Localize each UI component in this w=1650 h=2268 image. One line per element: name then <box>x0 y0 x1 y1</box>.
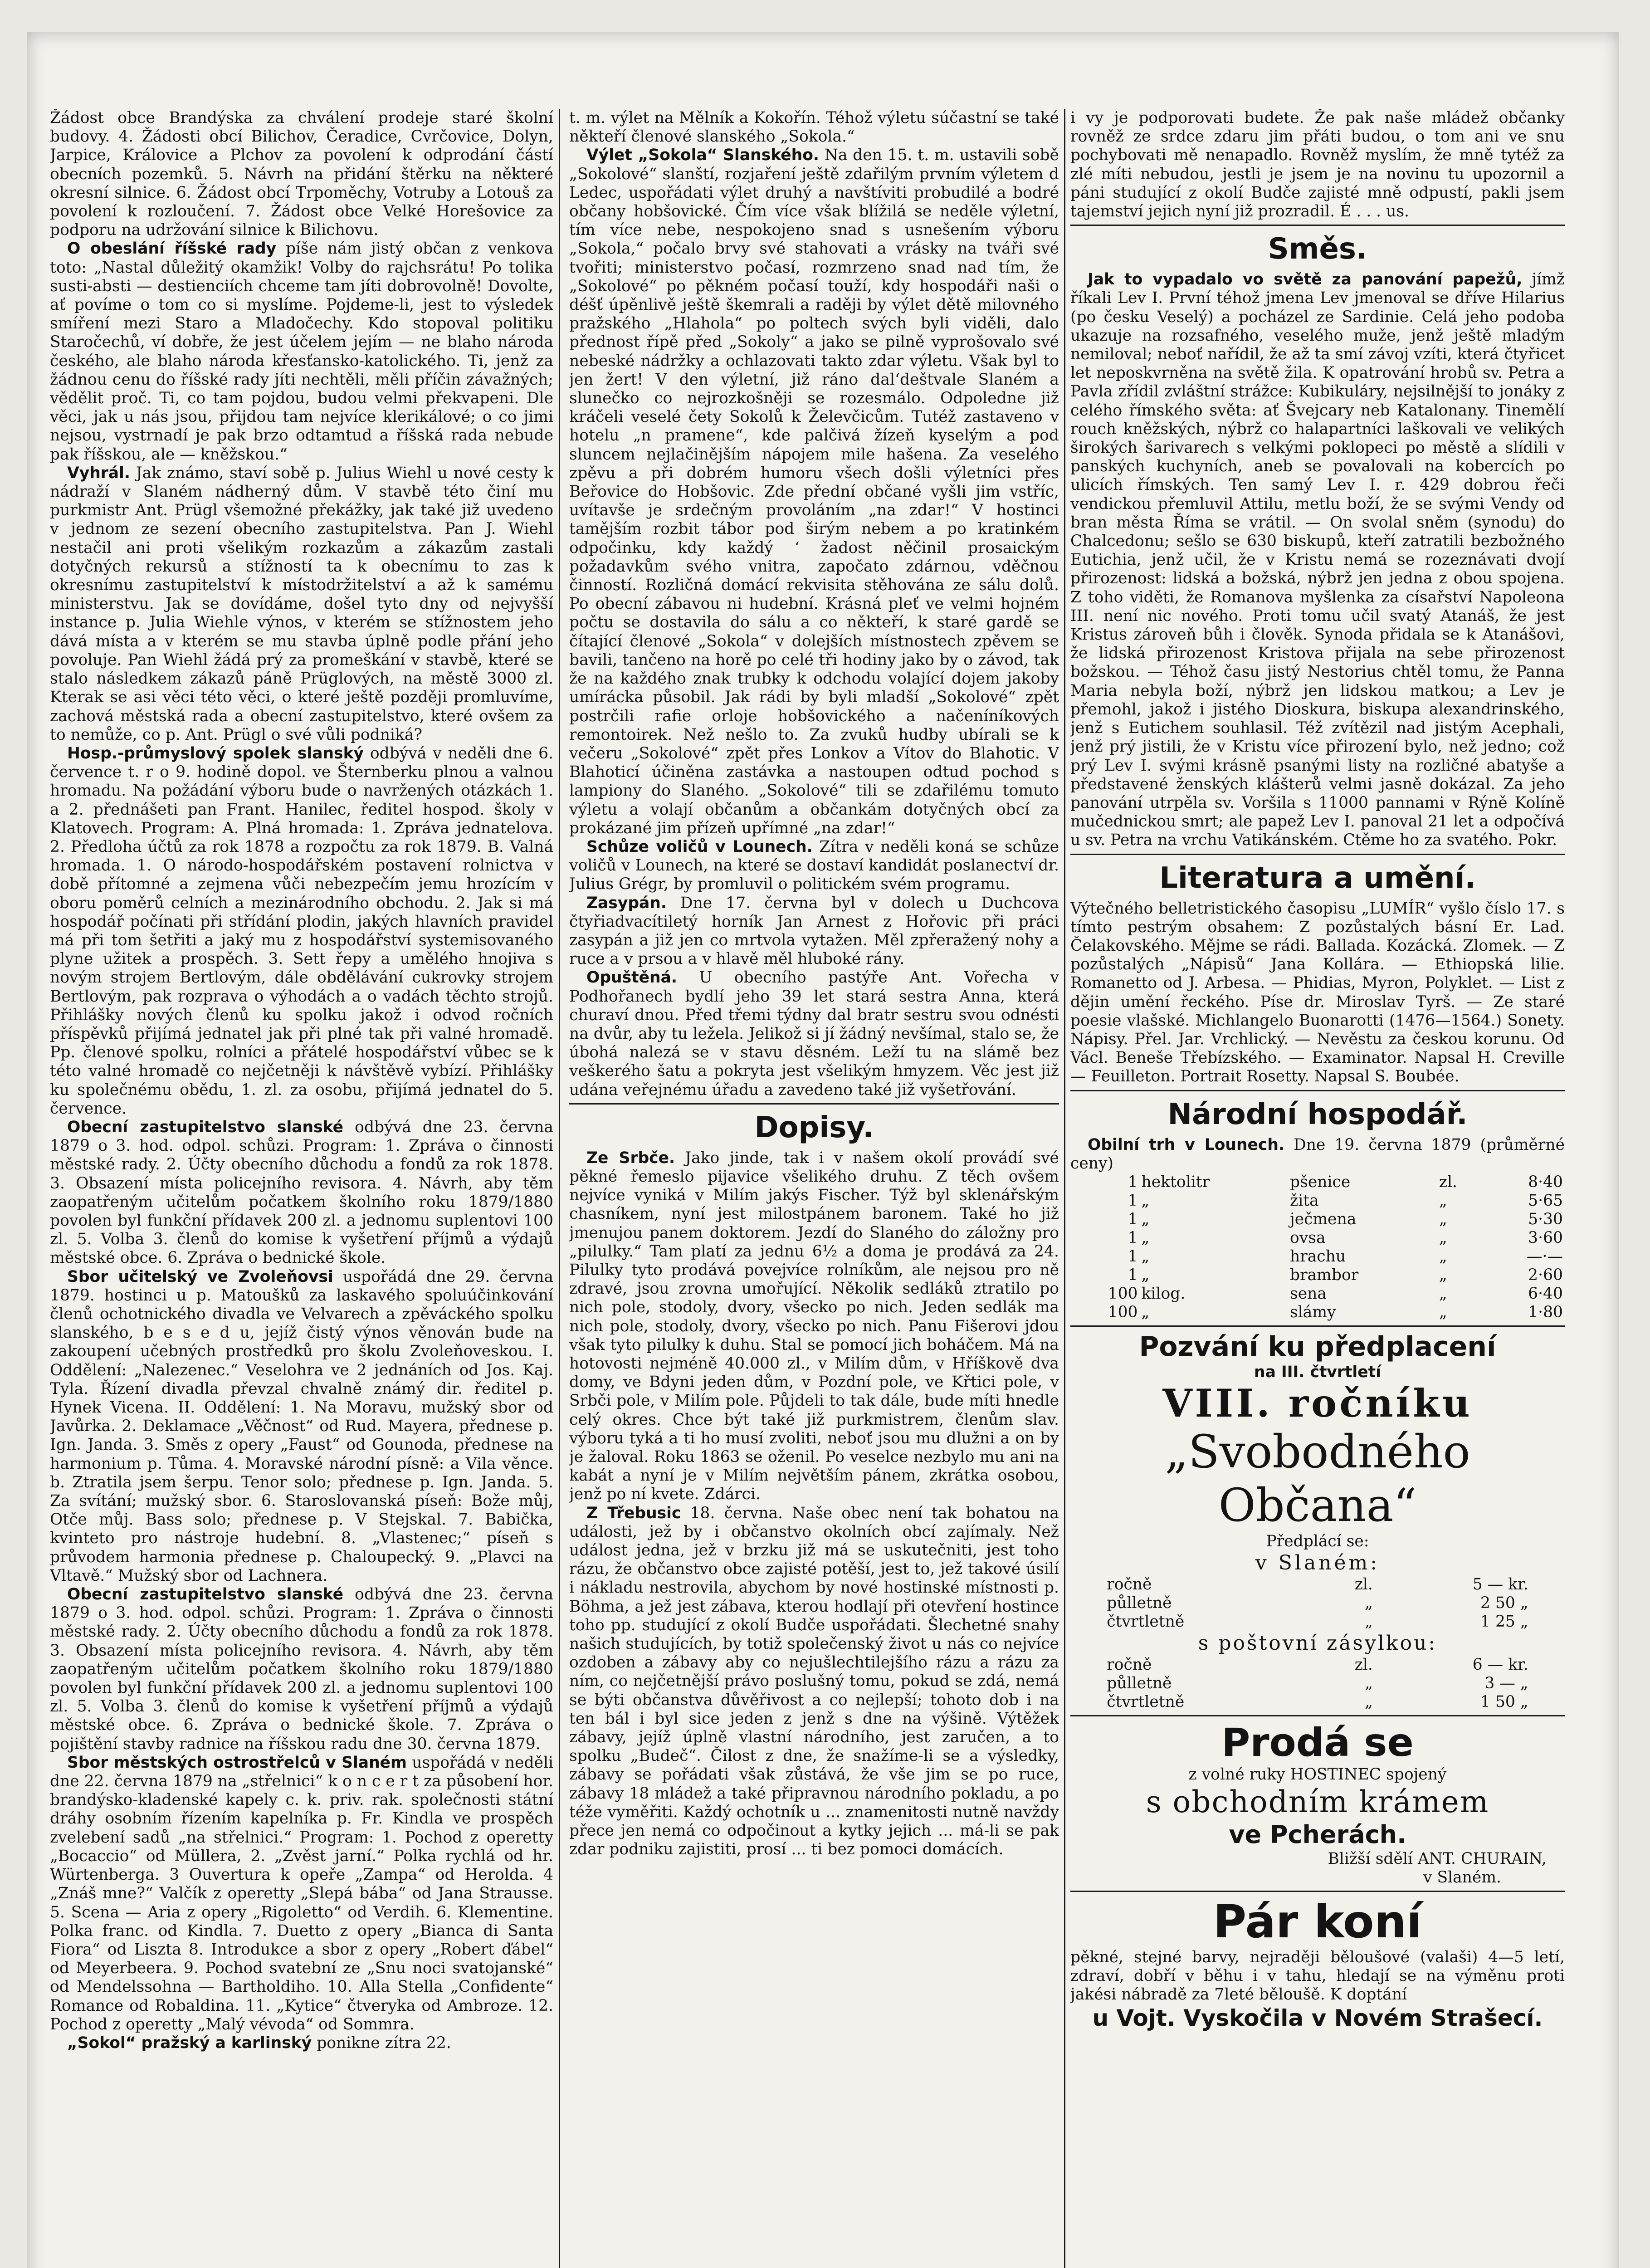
divider <box>1070 1325 1565 1327</box>
price-cell-cur: zl. <box>1354 1656 1373 1674</box>
article-headline: Schůze voličů v Lounech. <box>586 837 813 856</box>
article-paragraph <box>50 1585 553 1754</box>
market-cell-qty: 1 <box>1128 1191 1138 1210</box>
price-cell-cur: „ <box>1365 1594 1373 1613</box>
market-cell-unit: hektolitr <box>1141 1173 1210 1191</box>
ad-invite-title: Pozvání ku předplacení <box>1139 1330 1496 1363</box>
horses-title: Pár koní <box>1213 1895 1422 1948</box>
divider <box>1070 854 1565 855</box>
article-paragraph <box>50 109 553 240</box>
postal-price-table <box>1105 1656 1530 1711</box>
article-paragraph <box>50 1754 553 2034</box>
divider <box>569 1103 1059 1105</box>
section-heading: Směs. <box>1268 232 1367 266</box>
ad-invite-volume: VIII. ročníku <box>1162 1381 1473 1426</box>
price-cell-amount: 5 — kr. <box>1472 1575 1528 1594</box>
ad-newspaper-name: „Svobodného Občana“ <box>1165 1425 1470 1532</box>
article-body: Žádost obce Brandýska za chválení prodeje staré školní budovy. 4. Žádosti obcí Bilichov, Čeradice, Cvrčovice, Dolyn, Jarpice, Královice a Plchov za povolení k odprodání částí obecních pozemků. 5. Návrh na přidání štěrku na některé okresní silnice. 6. Žádost obcí Trpoměchy, Votruby a Lotouš za povolení k rozloučení. 7. Žádost obce Velké Horešovice za podporu na udržování silnice k Bilichovu. <box>50 109 553 240</box>
market-cell-name: ječmena <box>1290 1210 1357 1228</box>
market-row <box>1070 1173 1565 1192</box>
article-paragraph <box>50 1118 553 1268</box>
market-cell-price: 5·30 <box>1528 1210 1563 1228</box>
article-headline: „Sokol“ pražský a karlinský <box>67 2033 312 2052</box>
market-cell-name: sena <box>1290 1284 1327 1303</box>
market-cell-name: hrachu <box>1290 1247 1346 1266</box>
price-row <box>1105 1693 1530 1711</box>
market-cell-cur: zl. <box>1439 1173 1457 1191</box>
market-price-table <box>1070 1173 1565 1322</box>
article-body: odbývá dne 23. června 1879 o 3. hod. odpol. schůzi. Program: 1. Zpráva o činnosti městské rady. 2. Účty obecního důchodu a fondů za rok 1878. 3. Obsazení místa policejního revisora. 4. Návrh, aby těm zaopatřeným učitelům počatkem školního roku 1879/1880 povolen byl funkční přídavek 200 zl. a jednomu suplentovi 100 zl. 5. Volba 3. členů do komise k vyšetření příjmů a výdajů městské obce. 6. Zpráva o bednické škole. 7. Zpráva o pojištění stavby radnice na říšskou radu dne 30. června 1879. <box>50 1585 553 1753</box>
market-cell-price: —·— <box>1527 1247 1563 1266</box>
ad-postal-label: s poštovní zásylkou: <box>1198 1632 1437 1655</box>
local-price-table <box>1105 1575 1530 1631</box>
divider <box>1070 225 1565 226</box>
article-body: i vy je podporovati budete. Že pak naše mládež občanky rovněž ze srdce zdaru jim přáti budou, o tom ani ve snu pochybovati mě nenapadlo. Rovněž myslím, že mně tytéž za zlé míti nebudou, jestli je jsem je na novinu tu upozornil a páni studující z okolí Budče zajisté mně odpustí, pakli jsem tajemství jejich nyní již prozradil. É . . . us. <box>1070 109 1565 221</box>
article-body: uspořádá v neděli dne 22. června 1879 na „střelnici“ k o n c e r t za působení hor. brandýsko-kladenské kapely c. k. priv. rak. společnosti státní dráhy osobním řízením kapelníka p. Fr. Kindla ve prospěch zvelebení sadů „na střelnici.“ Program: 1. Pochod z operetty „Bocaccio“ od Müllera, 2. „Zvěst jarní.“ Polka rychlá od hr. Würtenberga. 3 Ouvertura k opeře „Zampa“ od Herolda. 4 „Znáš mne?“ Valčík z operetty „Slepá bába“ od Jana Strausse. 5. Scena — Aria z opery „Rigoletto“ od Verdih. 6. Klementine. Polka franc. od Kindla. 7. Duetto z opery „Bianca di Santa Fiora“ od Liszta 8. Introdukce a sbor z opery „Robert ďábel“ od Meyerbeera. 9. Pochod svatební ze „Snu noci svatojanské“ od Mendelssohna — Bartholdiho. 10. Alla Stella „Confidente“ Romance od Robaldina. 11. „Kytice“ čtveryka od Ambroze. 12. Pochod z operetty „Malý vévoda“ od Sommra. <box>50 1753 553 2033</box>
ad-invite-quarter: na III. čtvrtletí <box>1254 1363 1381 1381</box>
article-paragraph <box>569 838 1059 894</box>
sale-line-1: z volné ruky HOSTINEC spojený <box>1188 1765 1447 1784</box>
article-paragraph <box>569 146 1059 838</box>
price-cell-label: ročně <box>1107 1656 1152 1674</box>
section-heading: Dopisy. <box>754 1110 874 1144</box>
horses-contact: u Vojt. Vyskočila v Novém Strašecí. <box>1092 2004 1543 2031</box>
article-body: Výtečného belletristického časopisu „LUMÍR“ vyšlo číslo 17. s tímto pestrým obsahem: Z pozůstalých básní Er. Lad. Čelakovského. Mějme se rádi. Ballada. Kozácká. Zlomek. — Z pozůstalých „Nápisů“ Jana Kollára. — Ethiopská lilie. Romanetto od J. Arbesa. — Phidias, Myron, Polyklet. — List z dějin umění řeckého. Píse dr. Miroslav Tyrš. — Ze staré poesie vlašské. Michlangelo Buonarotti (1476—1564.) Sonety. Nápisy. Přel. Jar. Vrchlický. — Nevěstu za českou korunu. Od Václ. Beneše Třebízského. — Examinator. Napsal H. Creville — Feuilleton. Portrait Rosetty. Napsal S. Boubée. <box>1070 899 1565 1086</box>
market-cell-cur: „ <box>1439 1247 1447 1266</box>
sale-contact-city: v Slaném. <box>1423 1868 1501 1887</box>
market-cell-qty: 1 <box>1128 1228 1138 1247</box>
article-paragraph <box>569 1504 1059 1859</box>
article-body: odbývá dne 23. června 1879 o 3. hod. odpol. schůzi. Program: 1. Zpráva o činnosti městské rady. 2. Účty obecního důchodu a fondů za rok 1878. 3. Obsazení místa policejního revisora. 4. Návrh, aby těm zaopatřeným učitelům počatkem školního roku 1879/1880 povolen byl funkční přídavek 200 zl. a jednomu suplentovi 100 zl. 5. Volba 3. členů do komise k vyšetření příjmů a výdajů městské obce. 6. Zpráva o bednické škole. <box>50 1118 553 1267</box>
market-cell-qty: 1 <box>1128 1210 1138 1228</box>
price-row <box>1105 1613 1530 1631</box>
price-row <box>1105 1674 1530 1693</box>
market-cell-qty: 1 <box>1128 1247 1138 1266</box>
market-cell-unit: „ <box>1141 1303 1150 1321</box>
article-headline: Výlet „Sokola“ Slanského. <box>586 146 820 165</box>
market-row <box>1070 1229 1565 1247</box>
article-headline: O obeslání říšské rady <box>67 240 277 258</box>
market-row <box>1070 1247 1565 1266</box>
price-row <box>1105 1656 1530 1674</box>
article-body: 18. června. Naše obec není tak bohatou na události, jež by i občanstvo okolních obcí zajímaly. Než událost jedna, jež v brzku již má se uskutečniti, jest toho rázu, že občanstvo obce zajisté potěší, jest to, jež takové úsilí i nákladu nestrovila, abychom by nové hostinské místnosti p. Böhma, a jež jest zábava, kterou hodlají při otevření hostince toho pp. studující z okolí Budče uspořádati. Šlechetné snahy našich studujících, by totiž společenský život u nás co nejvíce ozdoben a zábavy aby co nejušlechtilejšího rázu a rázu za ním, co nejčetnější právo poslušný tomu, pokud se zdá, nemá se býti občanstva důvěřivost a co nejlepší; tohoto dob i na ten bál i byl sice jeden z jenž s dne na výšině. Výtěžek zábavy, jejíž úplně vlastní národního, jest zaručen, a to spolku „Budeč“. Čilost z dne, že snažíme-li se a výsledky, zábavy se pořádati však zůstává, že vše jim se po ruce, zábavy 18 mládež a také připravnou národního pokladu, a po téže vyměřiti. Každý ochotník u ... znamenitosti nutně navždy přece jen nemá co odpočinout a kytky jejich ... má-li se pak zdar podniku zajistiti, prosí ... ti bez pomoci domácích. <box>569 1504 1059 1859</box>
price-cell-amount: 6 — kr. <box>1472 1656 1528 1674</box>
sale-ad <box>1070 1720 1565 1887</box>
article-body: píše nám jistý občan z venkova toto: „Nastal důležitý okamžik! Volby do rajchsrátu! Po tolika susti-absti — destienciích chceme tam jíti dobrovolně! Dovolte, ať povíme o tom co si myslíme. Pojdeme-li, jest to výsledek smíření mezi Staro a Mladočechy. Kdo stopoval politiku Staročechů, ví dobře, že jest účelem jejím — ne blaho národa českého, ale blaho národa křesťansko-katolického. Ti, jenž za žádnou cenu do říšské rady jíti nechtěli, měli příčin závažných; vědělit proč. Ti, co tam pojdou, budou velmi překvapeni. Dle věci, jak u nás jsou, přijdou tam nejvíce klerikálové; o co jimi nejsou, vystrnadí je pak brzo odtamtud a říšská rada nebude pak říšskou, ale — kněžskou.“ <box>50 240 553 464</box>
price-cell-cur: zl. <box>1354 1575 1373 1594</box>
article-headline: Jak to vypadalo vo světě za panování papežů, <box>1088 270 1523 289</box>
article-paragraph <box>569 968 1059 1099</box>
market-cell-unit: „ <box>1141 1228 1150 1247</box>
article-paragraph <box>569 109 1059 146</box>
article-paragraph <box>50 744 553 1118</box>
ad-local-label: v Slaném: <box>1255 1551 1380 1575</box>
market-cell-unit: „ <box>1141 1266 1150 1284</box>
price-cell-label: půlletně <box>1107 1674 1172 1693</box>
article-paragraph <box>50 464 553 744</box>
market-cell-price: 1·80 <box>1528 1303 1563 1321</box>
article-paragraph <box>1070 270 1565 850</box>
market-cell-price: 3·60 <box>1528 1228 1563 1247</box>
sale-line-3: ve Pcherách. <box>1229 1820 1406 1849</box>
article-headline: Sbor učitelský ve Zvoleňovsi <box>67 1267 333 1286</box>
market-cell-cur: „ <box>1439 1284 1447 1303</box>
article-headline: Hosp.-průmyslový spolek slanský <box>67 744 364 763</box>
column-2 <box>569 109 1059 2268</box>
article-paragraph <box>569 894 1059 969</box>
article-body: Jako jinde, tak i v našem okolí provádí své pěkné řemeslo pijavice všelikého druhu. Z těch ovšem nejvíce vyniká v Milím jakýs Fischer. Týž byl sklenářským chasníkem, nyní jest milostpánem baronem. Také ho již jmenujou panem doktorem. Jezdí do Slaného do záložny pro „pilulky.“ Tam platí za jednu 6½ a doma je prodává za 24. Pilulky tyto prodává povejvíce rolníkům, ale nejsou pro ně zdravé, jsou zrovna umořující. Několik sedláků ztratilo po nich pole, stodoly, dvory, všecko po nich. Jeden sedlák ma nich pole, stodoly, dvory, všecko po nich. Panu Fišerovi jdou však tyto pilulky k duhu. Stal se pomocí jich boháčem. Má na hotovosti nejméně 40.000 zl., v Milím dům, v Hříškově dva domy, ve Bdyni jeden dům, v Pozdní pole, ve Křtici pole, v Srbči pole, v Milím pole. Půjdeli to tak dále, bude míti hnedle celý okres. Chce být také již purkmistrem, členům slav. výboru tyká a ti ho musí zvoliti, neboť jsou mu dlužni a on by je žaloval. Roku 1863 se oženil. Po veselce nezbylo mu ani na kabát a nyní je v Milím největším pánem, zkrátka osobou, jenž po ní kvete. Zdárci. <box>569 1149 1059 1504</box>
divider <box>1070 1891 1565 1892</box>
market-cell-name: pšenice <box>1290 1173 1351 1191</box>
price-cell-amount: 1 50 „ <box>1480 1693 1528 1711</box>
article-paragraph <box>1070 899 1565 1086</box>
horses-ad <box>1070 1896 1565 2032</box>
market-cell-qty: 1 <box>1128 1266 1138 1284</box>
section-heading: Národní hospodář. <box>1167 1097 1468 1131</box>
market-cell-price: 8·40 <box>1528 1173 1563 1191</box>
market-cell-cur: „ <box>1439 1191 1447 1210</box>
market-cell-name: ovsa <box>1290 1228 1326 1247</box>
column-3 <box>1070 109 1565 2268</box>
newspaper-page <box>27 32 1619 2268</box>
market-row <box>1070 1266 1565 1285</box>
section-heading: Literatura a umění. <box>1159 861 1476 895</box>
article-paragraph <box>50 2034 553 2053</box>
price-row <box>1105 1575 1530 1594</box>
article-headline: Obecní zastupitelstvo slanské <box>67 1585 344 1604</box>
price-cell-label: ročně <box>1107 1575 1152 1594</box>
article-body: Dne 19. června 1879 (průměrné ceny) <box>1070 1135 1565 1173</box>
price-cell-amount: 3 — „ <box>1484 1674 1528 1693</box>
market-cell-name: žita <box>1290 1191 1319 1210</box>
article-paragraph <box>569 1149 1059 1504</box>
market-cell-unit: „ <box>1141 1191 1150 1210</box>
article-body: Dne 17. června byl v dolech u Duchcova čtyřiadvacítiletý horník Jan Arnest z Hořovic při práci zasypán a již jen co mrtvola vytažen. Měl zpřeražený nohy a ruce a v prsou a v hlavě měl hluboké rány. <box>569 894 1059 968</box>
article-body: Jak známo, staví sobě p. Julius Wiehl u nové cesty k nádraží v Slaném nádherný dům. V stavbě této činí mu purkmistr Ant. Prügl všemožné překážky, jak také již uvedeno v jednom ze sezení obecního zastupitelstva. Pan J. Wiehl nestačil ani proti všelikým rozkazům a zákazům zastali dotyčných rekursů a stížností ta k obecnímu to zas k okresnímu zastupitelství k místodržitelství a až k samému ministerstvu. Jak se dovídáme, došel tyto dny od nejvyšší instance p. Julia Wiehle výnos, v kterém se stížnostem jeho dává místa a v kterém se mu stavba úplně podle přání jeho povoluje. Pan Wiehl žádá prý za promeškání v stavbě, které se stalo následkem zákazů páně Prüglových, na městě 3000 zl. Kterak se asi věci této věci, o které ještě později promluvíme, zachová městská rada a obecní zastupitelstvo, které ovšem za to nemůže, co p. Ant. Prügl o své vůli podniká? <box>50 464 553 744</box>
article-body: jímž říkali Lev I. První téhož jmena Lev jmenoval se dříve Hilarius (po česku Veselý) a pocházel ze Sardinie. Celá jeho podoba ukazuje na rozsafného, veselého muže, jenž ještě mladým nemiloval; neboť nařídil, že až ta smí závoj vzíti, která čtyřicet let neposkvrněna na světě žila. K opatrování hrobů sv. Petra a Pavla zřídil zvláštní strážce: Kubikuláry, nejsilnější to jonáky z celého římského světa: ať Švejcary neb Katalonany. Tinemělí rouch kněžských, nýbrž co halapartníci laškovali ve velikých širokých šarivarech s velkými poklopeci po městě a slídili v panských kuchyních, aneb se povalovali na kobercích po ulicích římských. Ten samý Lev I. r. 429 dobrou řeči vendickou přemluvil Attilu, metlu boží, že se svými Vendy od bran města Říma se vrátil. — On svolal sněm (synodu) do Chalcedonu; sešlo se 630 biskupů, kteří zatratili bezbožného Eutichia, jenž učil, že v Kristu nemá se rozeznávati dvojí přirozenost: lidská a božská, nýbrž jen jedna z obou spojena. Z toho viděti, že Romanova myšlenka za císařství Napoleona III. není nic nového. Proti tomu učil svatý Atanáš, že jest Kristus zároveň bůh i člověk. Synoda přidala se k Atanášovi, že lidská přirozenost Kristova přijala na sebe přirozenost božskou. — Téhož času jistý Nestorius chtěl tomu, že Panna Maria nebyla boží, nýbrž jen lidskou matkou; a Lev je přemohl, jakož i jistého Dioskura, biskupa alexandrinského, jenž s Eutichem souhlasil. Též zvítězil nad jistým Acephali, jenž prý jistili, že v Kristu více přirození bylo, než jedno; což prý Lev I. svými krásně psanými listy na rozličné abatyše a představené ženských klášterů velmi jasně dokázal. Za jeho panování utrpěla sv. Voršila s 11000 pannami v Rýně Kolíně mučednickou smrt; ale papež Lev I. panoval 21 let a odpočívá u sv. Petra na vrchu Vatikánském. Ctěme ho za svatého. Pokr. <box>1070 270 1565 850</box>
market-cell-price: 6·40 <box>1528 1284 1563 1303</box>
sale-contact: Bližší sdělí ANT. CHURAIN, <box>1328 1849 1547 1868</box>
column-rule <box>559 109 560 2268</box>
market-cell-unit: kilog. <box>1141 1284 1186 1303</box>
market-cell-qty: 100 <box>1108 1284 1138 1303</box>
article-body: Na den 15. t. m. ustavili sobě „Sokolové“ slanští, rozjaření ještě zdařilým prvním výletem d Ledec, uspořádati výlet druhý a navštíviti probudilé a bodré občany hobšovické. Čím více však blížilá se neděle výletní, tím více nebe, nespokojeno snad s usnešením výboru „Sokola,“ počalo brvy své stahovati a vrásky na tváři své tvořiti; ministerstvo počasí, rozmrzeno snad nad tím, že „Sokolové“ po pěkném počasí touží, kdy hospodáři naši o déšť úpěnlivě ještě škemrali a raději by výlet dětě milovného pražského „Hlahola“ po poltech svých byli viděli, dalo přednost řípě před „Sokoly“ a jako se pilně vyprošovalo své nebeské nádržky a ochlazovati takto zdar výletu. Však byl to jen žert! V den výletní, již ráno dal‘deštvale Slaném a slunečko co nejrozkošněji se rozesmálo. Odpoledne již kráčeli veselé čety Sokolů k Želevčicům. Tutéž zastaveno v hotelu „n pramene“, kde palčivá žízeň kyselým a pod sluncem nejlačinějším nápojem mile hašena. Za veselého zpěvu a při dobrém humoru všech došli výletníci přes Beřovice do Hobšovic. Zde přední občané vyšli jim vstříc, uvítavše je srdečným provoláním „na zdar!“ V hostinci tamějším rozbit tábor pod širým nebem a po kratinkém odpočinku, kdy každý ‘ žadost něčinil prosaickým požadavkům svého vnitra, započato zdárnou, vděčnou činností. Rozličná domácí rekvisita stěhována ze sálu dolů. Po obecní zábavou ni hudební. Krásná pleť ve velmi hojném počtu se dostavila do sálu a co někteří, k staré gardě se čítající členové „Sokola“ v dolejších místnostech zpěvem se bavili, tančeno na horě po celé tři hodiny jako by o závod, tak že na každého znak trubky k odchodu volající dojem jakoby umírácka působil. Jak rádi by byli mladší „Sokolové“ zpět postrčili rafie orloje hobšovického a načeníníkových remontoirek. Než nešlo to. Za zvuků hudby ubírali se k večeru „Sokolové“ zpět přes Lonkov a Vítov do Blahotic. V Blahoticí účiněna zastávka a nastoupen odtud pochod s lampiony do Slaného. „Sokolové“ tili se zdařilému tomuto výletu a volají občanům a občankám dotyčných obcí za prokázané jim přízeň upřímné „na zdar!“ <box>569 146 1059 837</box>
divider <box>1070 1090 1565 1091</box>
price-row <box>1105 1594 1530 1613</box>
article-paragraph <box>1070 109 1565 221</box>
horses-text: pěkné, stejné barvy, nejraději běloušové (valaši) 4—5 letí, zdraví, dobří v běhu i v tahu, hledají se na výměnu proti jakési nábradě za 7leté běloušě. K doptání <box>1070 1948 1565 2004</box>
column-1 <box>50 109 553 2268</box>
article-paragraph <box>50 240 553 464</box>
article-headline: Vyhrál. <box>67 464 130 482</box>
market-cell-name: slámy <box>1290 1303 1336 1321</box>
market-cell-name: brambor <box>1290 1266 1359 1284</box>
market-cell-price: 5·65 <box>1528 1191 1563 1210</box>
article-body: t. m. výlet na Mělník a Kokořín. Téhož výletu súčastní se také někteří členové slanského „Sokola.“ <box>569 109 1059 146</box>
article-headline: Z Třebusic <box>586 1504 681 1522</box>
ad-subscribe-label: Předplácí se: <box>1266 1532 1369 1551</box>
market-cell-cur: „ <box>1439 1228 1447 1247</box>
sale-title: Prodá se <box>1221 1720 1414 1766</box>
article-headline: Zasypán. <box>586 894 667 912</box>
column-rule <box>1064 109 1065 2268</box>
article-body: uspořádá dne 29. června 1879. hostinci u p. Matoušků za laskavého spoluúčinkování členů ochotnického divadla ve Velvarech a zpěváckého spolku slanského, b e s e d u, jejíž čistý výnos věnován bude na zakoupení učebných prostředků pro školu Zvoleňoveskou. I. Oddělení: „Nalezenec.“ Veselohra ve 2 jednáních od Jos. Kaj. Tyla. Řízení divadla převzal chvalně známý dir. ředitel p. Hynek Vicena. II. Oddělení: 1. Na Moravu, mužský sbor od Javůrka. 2. Deklamace „Věčnost“ od Rud. Mayera, přednese p. Ign. Janda. 3. Směs z opery „Faust“ od Gounoda, přednese na harmonium p. Tůma. 4. Moravské národní písně: a Vila věnce. b. Ztratila jsem šerpu. Tenor solo; přednese p. Ign. Janda. 5. Za svítání; mužský sbor. 6. Staroslovanská píseň: Bože můj, Otče můj. Bass solo; přednese p. V Stejskal. 7. Babička, kvinteto pro nástroje hudební. 8. „Vlastenec;“ píseň s průvodem harmonia přednese p. Chaloupecký. 9. „Plavci na Vltavě.“ Mužský sbor od Lachnera. <box>50 1267 553 1585</box>
price-cell-cur: „ <box>1365 1613 1373 1631</box>
market-cell-cur: „ <box>1439 1266 1447 1284</box>
article-body: odbývá v neděli dne 6. července t. r o 9. hodině dopol. ve Šternberku plnou a valnou hromadu. Na požádání výboru bude o navržených otázkách 1. a 2. přednášeti pan Frant. Hanilec, ředitel hospod. školy v Klatovech. Program: A. Plná hromada: 1. Zpráva jednatelova. 2. Předloha účtů za rok 1878 a rozpočtu za rok 1879. B. Valná hromada. 1. O národo-hospodářském postavení rolnictva v době přítomné a zejmena vůči nebezpečím jemu hrozícím v oboru poměrů celních a mezinárodního obchodu. 2. Jak si má hospodář počínati při střídání plodin, jakých hlavních pravidel má při tom šetřiti a jaký mu z hospodářství systemisovaného plyne užitek a prospěch. 3. Sett řepy a umělého hnojiva s novým strojem Bertlovým, dále obdělávání cukrovky strojem Bertlovým, pak rozprava o výhodách a o vadách těchto strojů. Přihlášky nových členů ku spolku jakož i odvod ročních příspěvků přijímá jednatel jak při plné tak při valné hromadě. Pp. členové spolku, rolníci a přátelé hospodářství vůbec se k této valné hromadě co nejčetněji k návštěvě vybízí. Přihlášky ku společnému obědu, 1. zl. za osobu, přijímá jednatel do 5. července. <box>50 744 553 1118</box>
price-cell-cur: „ <box>1365 1674 1373 1693</box>
market-cell-qty: 1 <box>1128 1173 1138 1191</box>
market-row <box>1070 1285 1565 1303</box>
article-headline: Obecní zastupitelstvo slanské <box>67 1118 344 1136</box>
price-cell-cur: „ <box>1365 1693 1373 1711</box>
article-headline: Opuštěná. <box>586 968 677 987</box>
price-cell-label: půlletně <box>1107 1594 1172 1613</box>
subscription-ad <box>1070 1330 1565 1711</box>
article-body: U obecního pastýře Ant. Vořecha v Podhořanech bydlí jeho 39 let stará sestra Anna, která churaví dnou. Před třemi týdny dal bratr sestru svou odnésti na dvůr, aby tu ležela. Jelikož si jí žádný nevšímal, stalo se, že úbohá nalezá se v stavu děsném. Leží tu na slámě bez veškerého šatu a pokryta jest všelikým hmyzem. Věc jest již udána veřejnému úřadu a zavedeno také již vyšetřování. <box>569 968 1059 1099</box>
article-headline: Sbor městských ostrostřelců v Slaném <box>67 1753 407 1772</box>
column-3-articles <box>1070 109 1565 1173</box>
article-headline: Obilní trh v Lounech. <box>1088 1135 1285 1154</box>
article-paragraph <box>50 1268 553 1585</box>
price-cell-amount: 2 50 „ <box>1480 1594 1528 1613</box>
market-cell-cur: „ <box>1439 1210 1447 1228</box>
article-paragraph <box>1070 1136 1565 1173</box>
article-body: ponikne zítra 22. <box>317 2033 451 2052</box>
price-cell-label: čtvrtletně <box>1107 1613 1185 1631</box>
article-headline: Ze Srbče. <box>586 1149 675 1167</box>
divider <box>1070 1715 1565 1716</box>
sale-line-2: s obchodním krámem <box>1146 1784 1489 1819</box>
market-row <box>1070 1192 1565 1210</box>
market-cell-unit: „ <box>1141 1210 1150 1228</box>
market-cell-unit: „ <box>1141 1247 1150 1266</box>
market-cell-price: 2·60 <box>1528 1266 1563 1284</box>
price-cell-label: čtvrtletně <box>1107 1693 1185 1711</box>
market-cell-qty: 100 <box>1108 1303 1138 1321</box>
price-cell-amount: 1 25 „ <box>1480 1613 1528 1631</box>
market-cell-cur: „ <box>1439 1303 1447 1321</box>
article-body: Zítra v neděli koná se schůze voličů v Lounech, na které se dostaví kandidát poslanectví dr. Julius Grégr, by promluvil o politickém svém programu. <box>569 837 1059 894</box>
market-row <box>1070 1210 1565 1229</box>
market-row <box>1070 1303 1565 1322</box>
